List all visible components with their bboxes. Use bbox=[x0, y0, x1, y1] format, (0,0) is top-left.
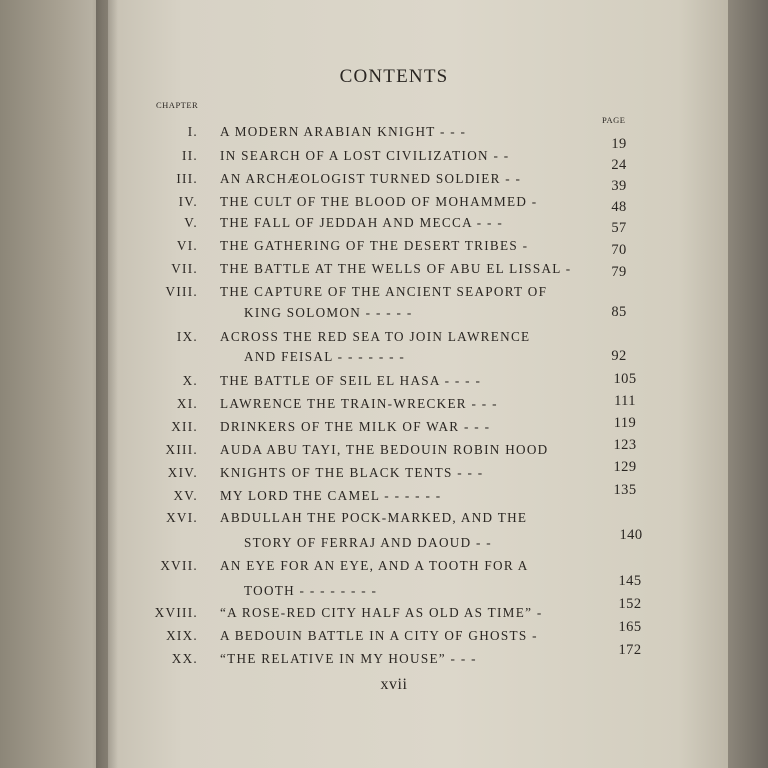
chapter-title: THE CAPTURE OF THE ANCIENT SEAPORT OF bbox=[220, 284, 548, 299]
page-number: 48 bbox=[611, 199, 627, 215]
chapter-number: III. bbox=[176, 171, 198, 186]
chapter-number: XIX. bbox=[166, 628, 198, 643]
folio-page-number: xvii bbox=[380, 676, 408, 693]
chapter-title: THE CULT OF THE BLOOD OF MOHAMMED - bbox=[220, 194, 538, 209]
page-number: 135 bbox=[613, 482, 637, 498]
chapter-number: XI. bbox=[176, 396, 198, 411]
chapter-number: X. bbox=[182, 373, 198, 388]
chapter-title: IN SEARCH OF A LOST CIVILIZATION - - bbox=[220, 148, 510, 163]
page-number: 119 bbox=[613, 415, 637, 431]
chapter-title: ACROSS THE RED SEA TO JOIN LAWRENCE bbox=[220, 329, 531, 344]
chapter-number: I. bbox=[187, 124, 198, 139]
chapter-title: THE FALL OF JEDDAH AND MECCA - - - bbox=[220, 215, 504, 230]
page-number: 165 bbox=[618, 619, 642, 635]
chapter-title: LAWRENCE THE TRAIN-WRECKER - - - bbox=[220, 396, 498, 411]
page-number: 57 bbox=[611, 220, 627, 236]
chapter-title: A BEDOUIN BATTLE IN A CITY OF GHOSTS - bbox=[220, 628, 538, 643]
chapter-number: XIV. bbox=[167, 465, 198, 480]
chapter-title: ABDULLAH THE POCK-MARKED, AND THE bbox=[220, 510, 528, 525]
page-number: 140 bbox=[619, 527, 643, 543]
chapter-title: THE BATTLE OF SEIL EL HASA - - - - bbox=[220, 373, 482, 388]
chapter-title-continued: STORY OF FERRAJ AND DAOUD - - bbox=[244, 535, 492, 550]
page-number: 79 bbox=[611, 264, 627, 280]
chapter-number: XVI. bbox=[166, 510, 198, 525]
toc-entry bbox=[108, 507, 728, 529]
chapter-number: XVII. bbox=[160, 558, 198, 573]
chapter-title: “THE RELATIVE IN MY HOUSE” - - - bbox=[220, 651, 477, 666]
table-of-contents bbox=[108, 0, 728, 768]
chapter-title: THE BATTLE AT THE WELLS OF ABU EL LISSAL - bbox=[220, 261, 572, 276]
chapter-number: XX. bbox=[171, 651, 198, 666]
page-number: 19 bbox=[611, 136, 627, 152]
chapter-number: XV. bbox=[173, 488, 198, 503]
page-column-label: PAGE bbox=[602, 115, 626, 125]
toc-entry bbox=[108, 326, 728, 348]
page-number: 39 bbox=[611, 178, 627, 194]
chapter-number: VII. bbox=[171, 261, 198, 276]
page-number: 172 bbox=[618, 642, 642, 658]
page-number: 105 bbox=[613, 371, 637, 387]
chapter-number: XVIII. bbox=[154, 605, 198, 620]
page-number: 24 bbox=[611, 157, 627, 173]
chapter-title: AN EYE FOR AN EYE, AND A TOOTH FOR A bbox=[220, 558, 529, 573]
chapter-title-continued: KING SOLOMON - - - - - bbox=[244, 305, 413, 320]
chapter-number: IV. bbox=[178, 194, 198, 209]
page-number: 145 bbox=[618, 573, 642, 589]
chapter-number: IX. bbox=[176, 329, 198, 344]
page-number: 123 bbox=[613, 437, 637, 453]
chapter-title: A MODERN ARABIAN KNIGHT - - - bbox=[220, 124, 467, 139]
page-number: 152 bbox=[618, 596, 642, 612]
chapter-title: AN ARCHÆOLOGIST TURNED SOLDIER - - bbox=[220, 171, 522, 186]
chapter-title: “A ROSE-RED CITY HALF AS OLD AS TIME” - bbox=[220, 605, 543, 620]
page-number: 70 bbox=[611, 242, 627, 258]
chapter-title: DRINKERS OF THE MILK OF WAR - - - bbox=[220, 419, 491, 434]
chapter-number: II. bbox=[182, 148, 198, 163]
chapter-title-continued: TOOTH - - - - - - - - bbox=[244, 583, 378, 598]
contents-page bbox=[108, 0, 728, 768]
chapter-number: VIII. bbox=[165, 284, 198, 299]
page-number: 111 bbox=[614, 393, 636, 409]
chapter-title-continued: AND FEISAL - - - - - - - bbox=[244, 349, 406, 364]
chapter-column-label: CHAPTER bbox=[156, 100, 199, 110]
chapter-number: XII. bbox=[171, 419, 198, 434]
chapter-title: MY LORD THE CAMEL - - - - - - bbox=[220, 488, 442, 503]
chapter-number: V. bbox=[184, 215, 198, 230]
page-number: 85 bbox=[611, 304, 627, 320]
chapter-title: THE GATHERING OF THE DESERT TRIBES - bbox=[220, 238, 529, 253]
page-title: CONTENTS bbox=[339, 66, 449, 87]
page-number: 92 bbox=[611, 348, 627, 364]
chapter-number: XIII. bbox=[165, 442, 198, 457]
binding-shadow bbox=[96, 0, 118, 768]
chapter-number: VI. bbox=[176, 238, 198, 253]
left-page-edge bbox=[0, 0, 108, 768]
chapter-title: KNIGHTS OF THE BLACK TENTS - - - bbox=[220, 465, 484, 480]
toc-entry bbox=[108, 281, 728, 303]
page-number: 129 bbox=[613, 459, 637, 475]
chapter-title: AUDA ABU TAYI, THE BEDOUIN ROBIN HOOD bbox=[220, 442, 549, 457]
